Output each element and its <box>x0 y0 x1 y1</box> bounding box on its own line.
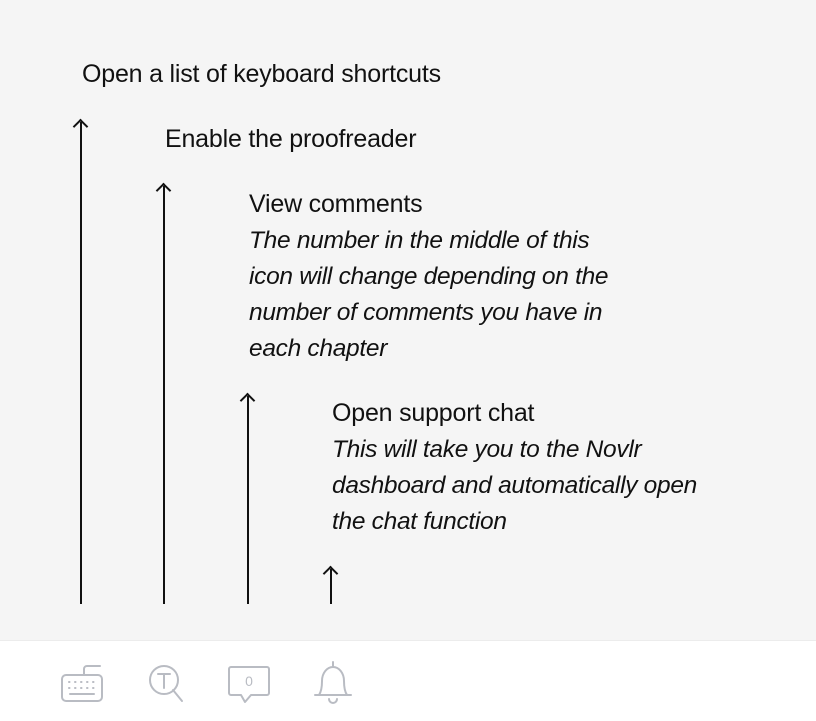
proofreader-icon <box>142 659 190 707</box>
keyboard-shortcuts-button[interactable] <box>58 659 106 707</box>
support-description-line: This will take you to the Novlr <box>332 436 642 463</box>
support-description-line: the chat function <box>332 508 507 535</box>
support-chat-description <box>332 432 697 540</box>
keyboard-icon <box>58 659 106 707</box>
support-chat-label: Open support chat <box>332 399 535 427</box>
comments-description <box>249 223 608 367</box>
comments-icon <box>225 659 273 707</box>
comments-button[interactable] <box>225 659 273 707</box>
comments-description-line: icon will change depending on the <box>249 263 609 290</box>
comments-description-line: The number in the middle of this <box>249 227 590 254</box>
proofreader-arrow-line <box>163 186 165 604</box>
comments-description-line: each chapter <box>249 335 388 362</box>
proofreader-button[interactable] <box>142 659 190 707</box>
comments-label: View comments <box>249 190 423 218</box>
support-description-line: dashboard and automatically open <box>332 472 697 499</box>
support-chat-button[interactable] <box>309 659 357 707</box>
support-arrow-line <box>330 569 332 604</box>
comments-arrow-line <box>247 396 249 604</box>
bell-icon <box>309 659 357 707</box>
proofreader-label: Enable the proofreader <box>165 125 417 153</box>
keyboard-arrow-line <box>80 122 82 604</box>
comment-count: 0 <box>245 673 253 689</box>
editor-toolbar <box>0 640 816 721</box>
keyboard-shortcuts-label: Open a list of keyboard shortcuts <box>82 60 441 88</box>
comments-description-line: number of comments you have in <box>249 299 603 326</box>
